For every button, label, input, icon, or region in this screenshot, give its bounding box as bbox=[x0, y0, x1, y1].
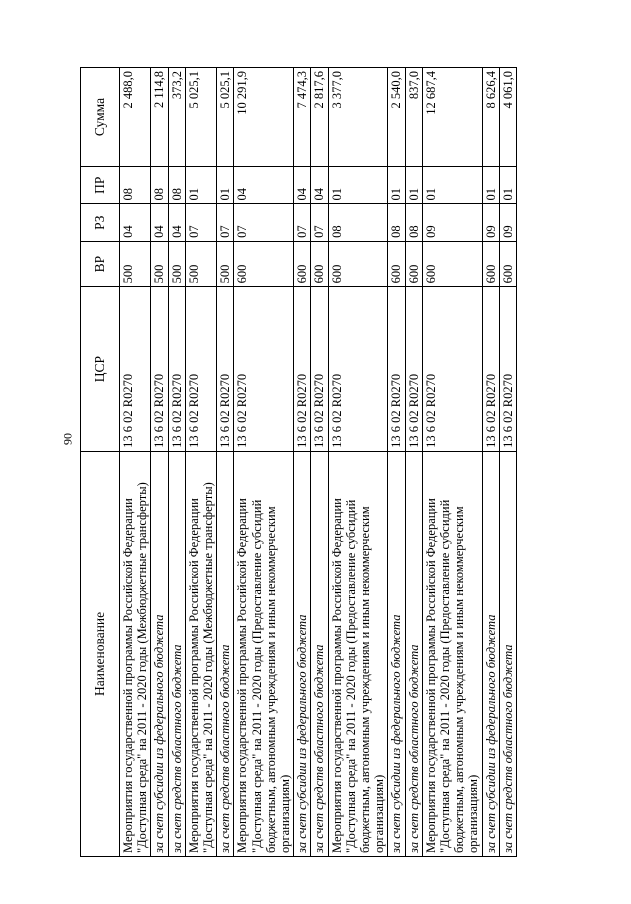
cell-pr: 08 bbox=[168, 167, 185, 204]
header-name: Наименование bbox=[81, 451, 120, 856]
cell-csr: 13 6 02 R0270 bbox=[151, 287, 168, 451]
cell-vr: 600 bbox=[328, 241, 388, 286]
cell-name: за счет средств областного бюджета bbox=[311, 451, 328, 856]
cell-name: Мероприятия государственной программы Российской Федерации "Доступная среда" на 2011 - 2020 годы (Предоставление субсидий бюджетным, автономным учреждениям и иным некоммерческим организациям) bbox=[234, 451, 294, 856]
cell-csr: 13 6 02 R0270 bbox=[168, 287, 185, 451]
cell-pr: 01 bbox=[482, 167, 499, 204]
table-row bbox=[168, 68, 185, 857]
cell-name: за счет средств областного бюджета bbox=[168, 451, 185, 856]
cell-rz: 09 bbox=[422, 204, 482, 241]
cell-sum: 2 540,0 bbox=[388, 68, 405, 167]
table-row bbox=[482, 68, 499, 857]
cell-name: за счет субсидии из федерального бюджета bbox=[294, 451, 311, 856]
cell-vr: 600 bbox=[482, 241, 499, 286]
cell-vr: 600 bbox=[422, 241, 482, 286]
cell-vr: 600 bbox=[388, 241, 405, 286]
cell-pr: 04 bbox=[234, 167, 294, 204]
cell-csr: 13 6 02 R0270 bbox=[234, 287, 294, 451]
cell-vr: 500 bbox=[151, 241, 168, 286]
cell-rz: 07 bbox=[217, 204, 234, 241]
cell-rz: 08 bbox=[328, 204, 388, 241]
cell-rz: 09 bbox=[482, 204, 499, 241]
page-number bbox=[62, 424, 74, 454]
cell-rz: 04 bbox=[151, 204, 168, 241]
cell-csr: 13 6 02 R0270 bbox=[422, 287, 482, 451]
header-csr: ЦСР bbox=[81, 287, 120, 451]
cell-sum: 10 291,9 bbox=[234, 68, 294, 167]
cell-vr: 600 bbox=[499, 241, 516, 286]
cell-pr: 01 bbox=[217, 167, 234, 204]
cell-rz: 09 bbox=[499, 204, 516, 241]
cell-pr: 01 bbox=[388, 167, 405, 204]
cell-rz: 07 bbox=[294, 204, 311, 241]
budget-table bbox=[80, 67, 517, 857]
cell-name: Мероприятия государственной программы Российской Федерации "Доступная среда" на 2011 - 2020 годы (Межбюджетные трансферты) bbox=[120, 451, 151, 856]
table-row bbox=[185, 68, 216, 857]
table-row bbox=[311, 68, 328, 857]
cell-sum: 7 474,3 bbox=[294, 68, 311, 167]
cell-csr: 13 6 02 R0270 bbox=[294, 287, 311, 451]
cell-rz: 04 bbox=[120, 204, 151, 241]
cell-pr: 01 bbox=[422, 167, 482, 204]
cell-name: за счет средств областного бюджета bbox=[217, 451, 234, 856]
budget-table-page bbox=[80, 67, 592, 857]
cell-sum: 2 488,0 bbox=[120, 68, 151, 167]
cell-name: за счет субсидии из федерального бюджета bbox=[151, 451, 168, 856]
cell-sum: 5 025,1 bbox=[185, 68, 216, 167]
table-row bbox=[120, 68, 151, 857]
cell-pr: 01 bbox=[328, 167, 388, 204]
page-number-text: 90 bbox=[60, 433, 75, 445]
table-row bbox=[328, 68, 388, 857]
cell-vr: 600 bbox=[311, 241, 328, 286]
header-rz: РЗ bbox=[81, 204, 120, 241]
cell-vr: 600 bbox=[405, 241, 422, 286]
cell-pr: 01 bbox=[405, 167, 422, 204]
cell-sum: 373,2 bbox=[168, 68, 185, 167]
cell-sum: 2 817,6 bbox=[311, 68, 328, 167]
cell-pr: 04 bbox=[294, 167, 311, 204]
cell-rz: 07 bbox=[234, 204, 294, 241]
cell-csr: 13 6 02 R0270 bbox=[388, 287, 405, 451]
cell-rz: 08 bbox=[405, 204, 422, 241]
cell-pr: 01 bbox=[499, 167, 516, 204]
cell-csr: 13 6 02 R0270 bbox=[405, 287, 422, 451]
cell-sum: 8 626,4 bbox=[482, 68, 499, 167]
cell-rz: 08 bbox=[388, 204, 405, 241]
cell-name: за счет субсидии из федерального бюджета bbox=[388, 451, 405, 856]
cell-csr: 13 6 02 R0270 bbox=[217, 287, 234, 451]
cell-sum: 837,0 bbox=[405, 68, 422, 167]
cell-csr: 13 6 02 R0270 bbox=[499, 287, 516, 451]
table-row bbox=[388, 68, 405, 857]
cell-vr: 500 bbox=[217, 241, 234, 286]
cell-csr: 13 6 02 R0270 bbox=[328, 287, 388, 451]
table-row bbox=[422, 68, 482, 857]
cell-name: Мероприятия государственной программы Российской Федерации "Доступная среда" на 2011 - 2020 годы (Предоставление субсидий бюджетным, автономным учреждениям и иным некоммерческим организациям) bbox=[422, 451, 482, 856]
cell-name: Мероприятия государственной программы Российской Федерации "Доступная среда" на 2011 - 2020 годы (Межбюджетные трансферты) bbox=[185, 451, 216, 856]
cell-csr: 13 6 02 R0270 bbox=[120, 287, 151, 451]
cell-name: за счет субсидии из федерального бюджета bbox=[482, 451, 499, 856]
cell-pr: 01 bbox=[185, 167, 216, 204]
cell-name: за счет средств областного бюджета bbox=[499, 451, 516, 856]
cell-csr: 13 6 02 R0270 bbox=[185, 287, 216, 451]
cell-vr: 600 bbox=[234, 241, 294, 286]
cell-vr: 500 bbox=[185, 241, 216, 286]
cell-rz: 04 bbox=[168, 204, 185, 241]
cell-sum: 4 061,0 bbox=[499, 68, 516, 167]
header-pr: ПР bbox=[81, 167, 120, 204]
cell-pr: 08 bbox=[120, 167, 151, 204]
cell-csr: 13 6 02 R0270 bbox=[311, 287, 328, 451]
cell-vr: 500 bbox=[120, 241, 151, 286]
cell-name: Мероприятия государственной программы Российской Федерации "Доступная среда" на 2011 - 2020 годы (Предоставление субсидий бюджетным, автономным учреждениям и иным некоммерческим организациям) bbox=[328, 451, 388, 856]
table-row bbox=[294, 68, 311, 857]
table-row bbox=[217, 68, 234, 857]
cell-rz: 07 bbox=[311, 204, 328, 241]
header-vr: ВР bbox=[81, 241, 120, 286]
header-sum: Сумма bbox=[81, 68, 120, 167]
cell-vr: 500 bbox=[168, 241, 185, 286]
cell-pr: 04 bbox=[311, 167, 328, 204]
table-row bbox=[151, 68, 168, 857]
cell-sum: 2 114,8 bbox=[151, 68, 168, 167]
cell-vr: 600 bbox=[294, 241, 311, 286]
cell-rz: 07 bbox=[185, 204, 216, 241]
cell-sum: 5 025,1 bbox=[217, 68, 234, 167]
table-header-row bbox=[81, 68, 120, 857]
cell-sum: 3 377,0 bbox=[328, 68, 388, 167]
cell-csr: 13 6 02 R0270 bbox=[482, 287, 499, 451]
table-row bbox=[405, 68, 422, 857]
cell-name: за счет средств областного бюджета bbox=[405, 451, 422, 856]
cell-pr: 08 bbox=[151, 167, 168, 204]
cell-sum: 12 687,4 bbox=[422, 68, 482, 167]
table-row bbox=[234, 68, 294, 857]
table-row bbox=[499, 68, 516, 857]
